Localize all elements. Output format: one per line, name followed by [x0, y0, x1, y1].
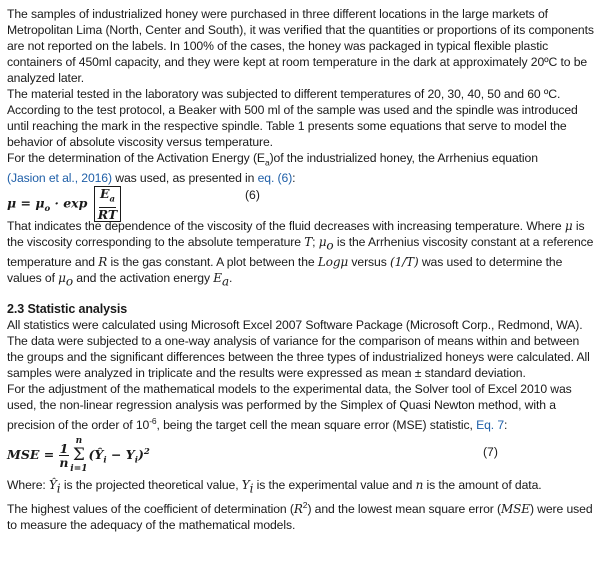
math-mu0: μ: [58, 270, 66, 285]
numerator-text: E: [99, 186, 110, 202]
math-R: R: [293, 501, 303, 516]
equation-7-number: (7): [483, 445, 498, 460]
superscript: 2: [302, 499, 308, 510]
text: is the projected theoretical value,: [60, 478, 242, 493]
paragraph-samples: The samples of industrialized honey were purchased in three different locations in the large markets of Metropolitan Lima (North, Center and South), it was verified that the quantities or proportions of its components are not reported on the labels. In 100% of the cases, the honey was packaged in typical flexible plastic containers of 450ml capacity, and they were kept at room temperature in the dark at approximately 20ºC to be analyzed later.: [7, 7, 594, 85]
math-logmu: Logμ: [317, 254, 349, 269]
math-sub: o: [326, 238, 334, 253]
math-sub: i: [249, 481, 254, 496]
math-mse: MSE: [500, 501, 530, 516]
equation-6-bracket: [94, 186, 121, 222]
text: , being the target cell the mean square error (MSE) statistic,: [156, 418, 477, 433]
citation-link[interactable]: (Jasion et al., 2016): [7, 171, 112, 186]
text: :: [292, 171, 296, 186]
text: is the gas constant. A plot between the: [107, 254, 318, 269]
text: Where:: [7, 478, 49, 493]
text: is the experimental value and: [253, 478, 416, 493]
equation-7-fraction: [59, 442, 70, 469]
equation-6-denominator: RT: [97, 206, 118, 222]
math-sub: i: [56, 481, 61, 496]
math-invT: (1/T): [390, 254, 419, 269]
equation-6-sub: o: [44, 204, 51, 215]
equation-6-number: (6): [245, 188, 260, 203]
text: and the activation energy: [73, 270, 214, 285]
text: The highest values of the coefficient of determination (: [7, 501, 294, 516]
text: was used to determine the values of: [7, 254, 563, 285]
text: versus: [348, 254, 390, 269]
text: ) were used to measure the adequacy of the mathematical models.: [7, 501, 593, 532]
math-n: n: [415, 478, 424, 493]
sum-sign: Σ: [72, 445, 85, 466]
text: That indicates the dependence of the viscosity of the fluid decreases with increasing temperature. Where: [7, 219, 565, 234]
math-T: T: [304, 235, 313, 250]
equation-7: [7, 433, 596, 477]
equation-7-lhs: MSE =: [7, 447, 59, 463]
paragraph-adequacy: [7, 497, 596, 533]
math-mu0: μ: [318, 235, 327, 250]
sum-upper: n: [75, 436, 83, 447]
paragraph-activation-energy: [7, 150, 596, 186]
math-sub: o: [65, 274, 73, 289]
section-heading: 2.3 Statistic analysis: [7, 302, 128, 317]
text: is the viscosity corresponding to the absolute temperature: [7, 219, 585, 250]
power: 2: [143, 447, 150, 458]
equation-6-numerator: [99, 187, 116, 208]
text: ) and the lowest mean square error (: [307, 501, 501, 516]
text: )of the industrialized honey, the Arrhenius equation: [269, 151, 538, 165]
equation-7-numerator: 1: [59, 441, 69, 457]
numerator-sub: a: [109, 194, 115, 205]
equation-6-fraction: [98, 187, 117, 221]
paragraph-material: The material tested in the laboratory was subjected to different temperatures of 20, 30, 40, 50 and 60 ºC. According to the test protocol, a Beaker with 500 ml of the sample was used and the spindle was introduced until reaching the mark in the respective spindle. Table 1 presents some equations that serve to model the behavior of absolute viscosity versus temperature.: [7, 87, 578, 149]
paragraph-solver: [7, 381, 596, 433]
paragraph-where: [7, 477, 596, 496]
sum-lower: i=1: [70, 464, 88, 475]
text: was used, as presented in: [111, 171, 258, 186]
equation-7-sum: [70, 435, 87, 476]
equation-6: [7, 186, 596, 222]
sub: i: [103, 455, 107, 466]
equation-7-body-end: ): [137, 447, 144, 463]
text: :: [504, 418, 508, 433]
math-Y: Y: [241, 478, 250, 493]
math-Ea: E: [213, 270, 222, 285]
math-yhat: Ŷ: [48, 478, 57, 493]
paragraph-arrhenius-explanation: That indicates the dependence of the viscosity of the fluid decreases with increasing temperature. Where μ is the viscosity corresponding to the absolute temperature T; $\mu_o$ is the Arrhenius viscosity constant at a reference temperature and R is the gas constant. A plot between the Logμ versus (1/T) was used to determine the values of $\mu_o$ and the activation energy $E_a$.: [7, 219, 594, 289]
text: is the amount of data.: [423, 478, 542, 493]
equation-7-denominator: n: [59, 455, 69, 471]
math-R: R: [98, 254, 108, 269]
equation-6-exp: · exp: [50, 195, 92, 211]
equation-7-body-mid: − Y: [106, 447, 135, 463]
equation-7-body: (Ŷ: [88, 447, 104, 463]
math-sub: a: [221, 274, 229, 289]
superscript: -6: [149, 416, 157, 427]
text: For the determination of the Activation Energy (E: [7, 151, 265, 165]
equation-6-lhs: μ = μ: [7, 195, 45, 211]
text: is the Arrhenius viscosity constant at a reference temperature and: [7, 235, 594, 269]
equation-6-link[interactable]: eq. (6): [257, 171, 293, 186]
equation-7-link[interactable]: Eq. 7: [476, 418, 505, 433]
sub: i: [134, 455, 138, 466]
subscript: a: [264, 157, 270, 168]
paragraph-statistics: All statistics were calculated using Microsoft Excel 2007 Software Package (Microsoft Corp., Redmond, WA). The data were subjected to a one-way analysis of variance for the comparison of means within and between the groups and the significant differences between the three types of industrialized honeys were calculated. All samples were analyzed in triplicate and the results were expressed as mean ± standard deviation.: [7, 318, 590, 381]
math-mu: μ: [564, 219, 573, 234]
text: For the adjustment of the mathematical models to the experimental data, the Solver tool of Excel 2010 was used, the non-linear regression analysis was performed by the Simplex of Quasi Newton method, with a precision of the order of 10: [7, 382, 572, 433]
